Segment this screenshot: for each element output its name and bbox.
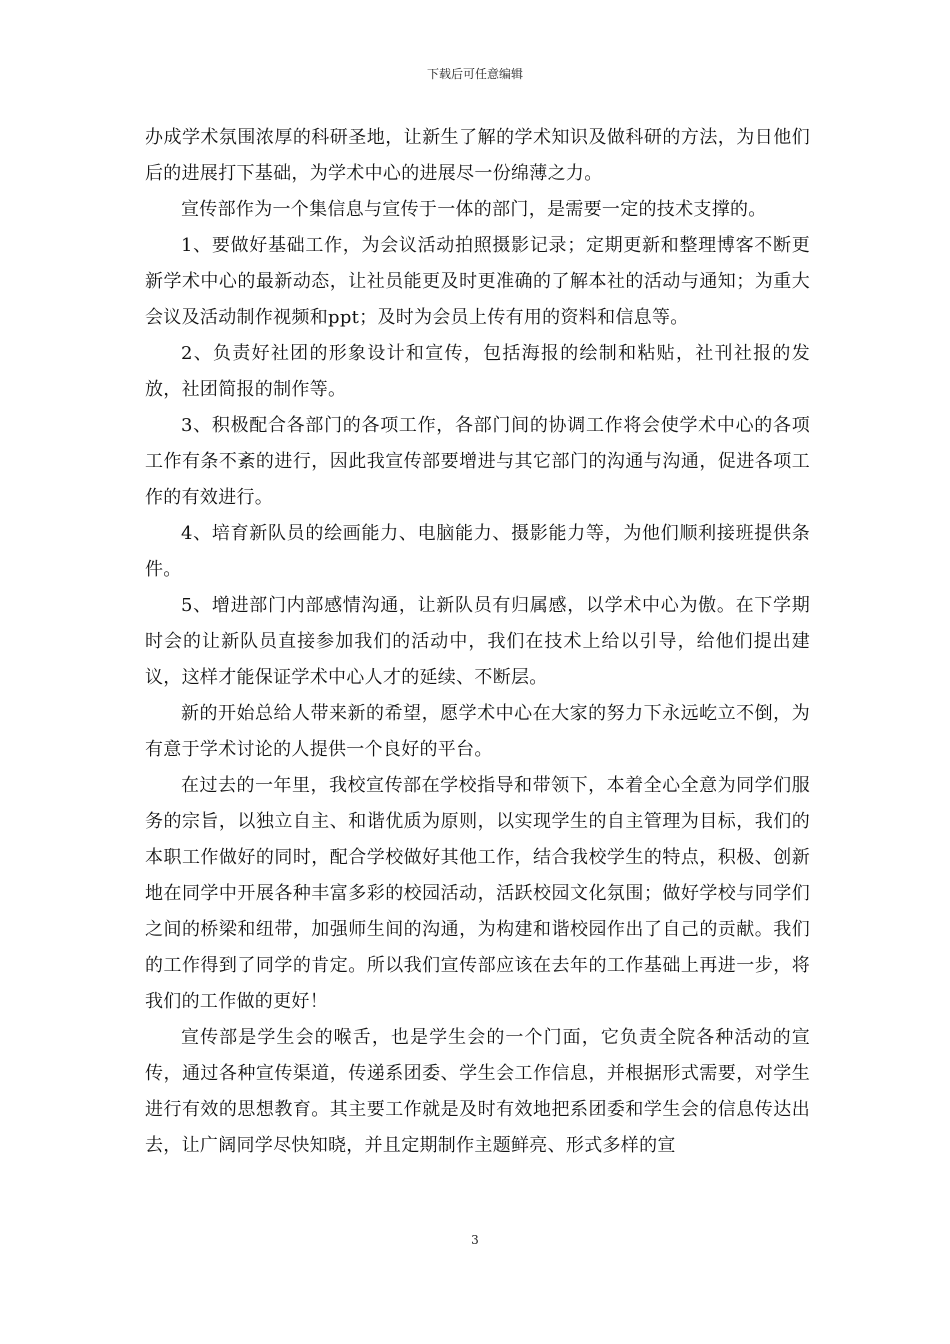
paragraph: 宣传部是学生会的喉舌，也是学生会的一个门面，它负责全院各种活动的宣传，通过各种宣传渠道，传递系团委、学生会工作信息，并根据形式需要，对学生进行有效的思想教育。其主要工作就是及时有效地把系团委和学生会的信息传达出去，让广阔同学尽快知晓，并且定期制作主题鲜亮、形式多样的宣	[145, 1027, 810, 1156]
paragraph: 新的开始总给人带来新的希望，愿学术中心在大家的努力下永远屹立不倒，为有意于学术讨论的人提供一个良好的平台。	[145, 703, 810, 760]
page-number: 3	[471, 1233, 479, 1247]
page-header: 下载后可任意编辑	[426, 67, 523, 81]
paragraph: 1、要做好基础工作，为会议活动拍照摄影记录；定期更新和整理博客不断更新学术中心的最新动态，让社员能更及时更准确的了解本社的活动与通知；为重大会议及活动制作视频和ppt；及时为会员上传有用的资料和信息等。	[145, 235, 810, 328]
paragraph: 3、积极配合各部门的各项工作，各部门间的协调工作将会使学术中心的各项工作有条不紊的进行，因此我宣传部要增进与其它部门的沟通与沟通，促进各项工作的有效进行。	[145, 415, 810, 508]
paragraph: 宣传部作为一个集信息与宣传于一体的部门，是需要一定的技术支撑的。	[181, 199, 767, 220]
paragraph: 5、增进部门内部感情沟通，让新队员有归属感，以学术中心为傲。在下学期时会的让新队员直接参加我们的活动中，我们在技术上给以引导，给他们提出建议，这样才能保证学术中心人才的延续、不断层。	[145, 595, 810, 688]
paragraph: 2、负责好社团的形象设计和宣传，包括海报的绘制和粘贴，社刊社报的发放，社团简报的制作等。	[145, 343, 810, 400]
paragraph: 办成学术氛围浓厚的科研圣地，让新生了解的学术知识及做科研的方法，为日他们后的进展打下基础，为学术中心的进展尽一份绵薄之力。	[145, 127, 810, 184]
paragraph: 在过去的一年里，我校宣传部在学校指导和带领下，本着全心全意为同学们服务的宗旨，以独立自主、和谐优质为原则，以实现学生的自主管理为目标，我们的本职工作做好的同时，配合学校做好其他工作，结合我校学生的特点，积极、创新地在同学中开展各种丰富多彩的校园活动，活跃校园文化氛围；做好学校与同学们之间的桥梁和纽带，加强师生间的沟通，为构建和谐校园作出了自己的贡献。我们的工作得到了同学的肯定。所以我们宣传部应该在去年的工作基础上再进一步，将我们的工作做的更好！	[145, 775, 810, 1012]
document-body	[145, 120, 810, 1164]
paragraph: 4、培育新队员的绘画能力、电脑能力、摄影能力等，为他们顺利接班提供条件。	[145, 523, 810, 580]
